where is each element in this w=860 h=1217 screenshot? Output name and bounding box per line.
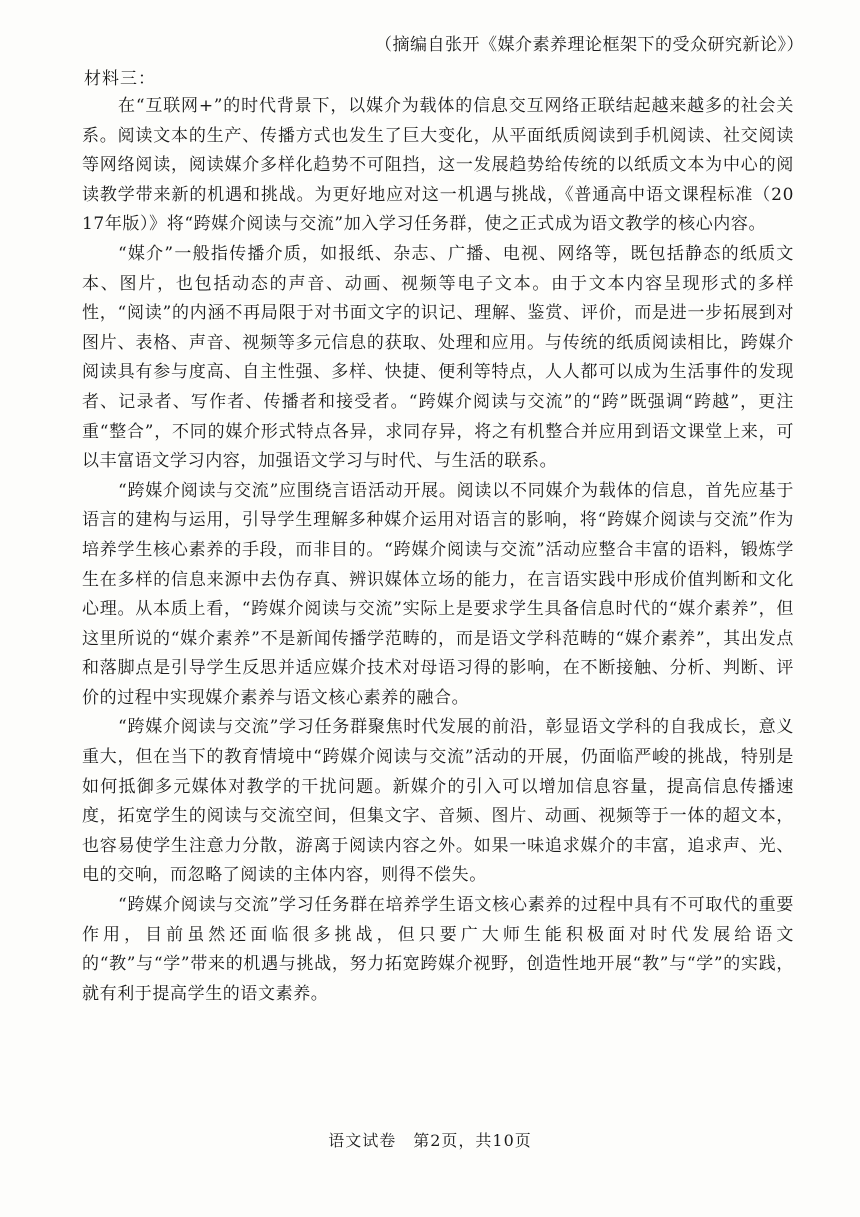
article-body	[82, 92, 794, 1009]
paragraph-4: “跨媒介阅读与交流”学习任务群聚焦时代发展的前沿，彰显语文学科的自我成长，意义重大，但在当下的教育情境中“跨媒介阅读与交流”活动的开展，仍面临严峻的挑战，特别是如何抵御多元媒体对教学的干扰问题。新媒介的引入可以增加信息容量，提高信息传播速度，拓宽学生的阅读与交流空间，但集文字、音频、图片、动画、视频等于一体的超文本，也容易使学生注意力分散，游离于阅读内容之外。如果一味追求媒介的丰富，追求声、光、电的交响，而忽略了阅读的主体内容，则得不偿失。	[82, 717, 794, 886]
paragraph-2: “媒介”一般指传播介质，如报纸、杂志、广播、电视、网络等，既包括静态的纸质文本、图片，也包括动态的声音、动画、视频等电子文本。由于文本内容呈现形式的多样性，“阅读”的内涵不再局限于对书面文字的识记、理解、鉴赏、评价，而是进一步拓展到对图片、表格、声音、视频等多元信息的获取、处理和应用。与传统的纸质阅读相比，跨媒介阅读具有参与度高、自主性强、多样、快捷、便利等特点，人人都可以成为生活事件的发现者、记录者、写作者、传播者和接受者。“跨媒介阅读与交流”的“跨”既强调“跨越”，更注重“整合”，不同的媒介形式特点各异，求同存异，将之有机整合并应用到语文课堂上来，可以丰富语文学习内容，加强语文学习与时代、与生活的联系。	[82, 243, 794, 472]
source-citation: （摘编自张开《媒介素养理论框架下的受众研究新论》）	[375, 35, 804, 55]
page-footer: 语文试卷 第2页，共10页	[328, 1131, 532, 1150]
paragraph-5: “跨媒介阅读与交流”学习任务群在培养学生语文核心素养的过程中具有不可取代的重要作用，目前虽然还面临很多挑战，但只要广大师生能积极面对时代发展给语文的“教”与“学”带来的机遇与挑战，努力拓宽跨媒介视野，创造性地开展“教”与“学”的实践，就有利于提高学生的语文素养。	[82, 895, 794, 1004]
paragraph-1: 在“互联网+”的时代背景下，以媒介为载体的信息交互网络正联结起越来越多的社会关系。阅读文本的生产、传播方式也发生了巨大变化，从平面纸质阅读到手机阅读、社交阅读等网络阅读，阅读媒介多样化趋势不可阻挡，这一发展趋势给传统的以纸质文本为中心的阅读教学带来新的机遇和挑战。为更好地应对这一机遇与挑战，《普通高中语文课程标准（2017年版）》将“跨媒介阅读与交流”加入学习任务群，使之正式成为语文教学的核心内容。	[82, 96, 794, 235]
section-title: 材料三：	[84, 69, 156, 89]
paragraph-3: “跨媒介阅读与交流”应围绕言语活动开展。阅读以不同媒介为载体的信息，首先应基于语言的建构与运用，引导学生理解多种媒介运用对语言的影响，将“跨媒介阅读与交流”作为培养学生核心素养的手段，而非目的。“跨媒介阅读与交流”活动应整合丰富的语料，锻炼学生在多样的信息来源中去伪存真、辨识媒体立场的能力，在言语实践中形成价值判断和文化心理。从本质上看，“跨媒介阅读与交流”实际上是要求学生具备信息时代的“媒介素养”，但这里所说的“媒介素养”不是新闻传播学范畴的，而是语文学科范畴的“媒介素养”，其出发点和落脚点是引导学生反思并适应媒介技术对母语习得的影响，在不断接触、分析、判断、评价的过程中实现媒介素养与语文核心素养的融合。	[82, 480, 794, 708]
